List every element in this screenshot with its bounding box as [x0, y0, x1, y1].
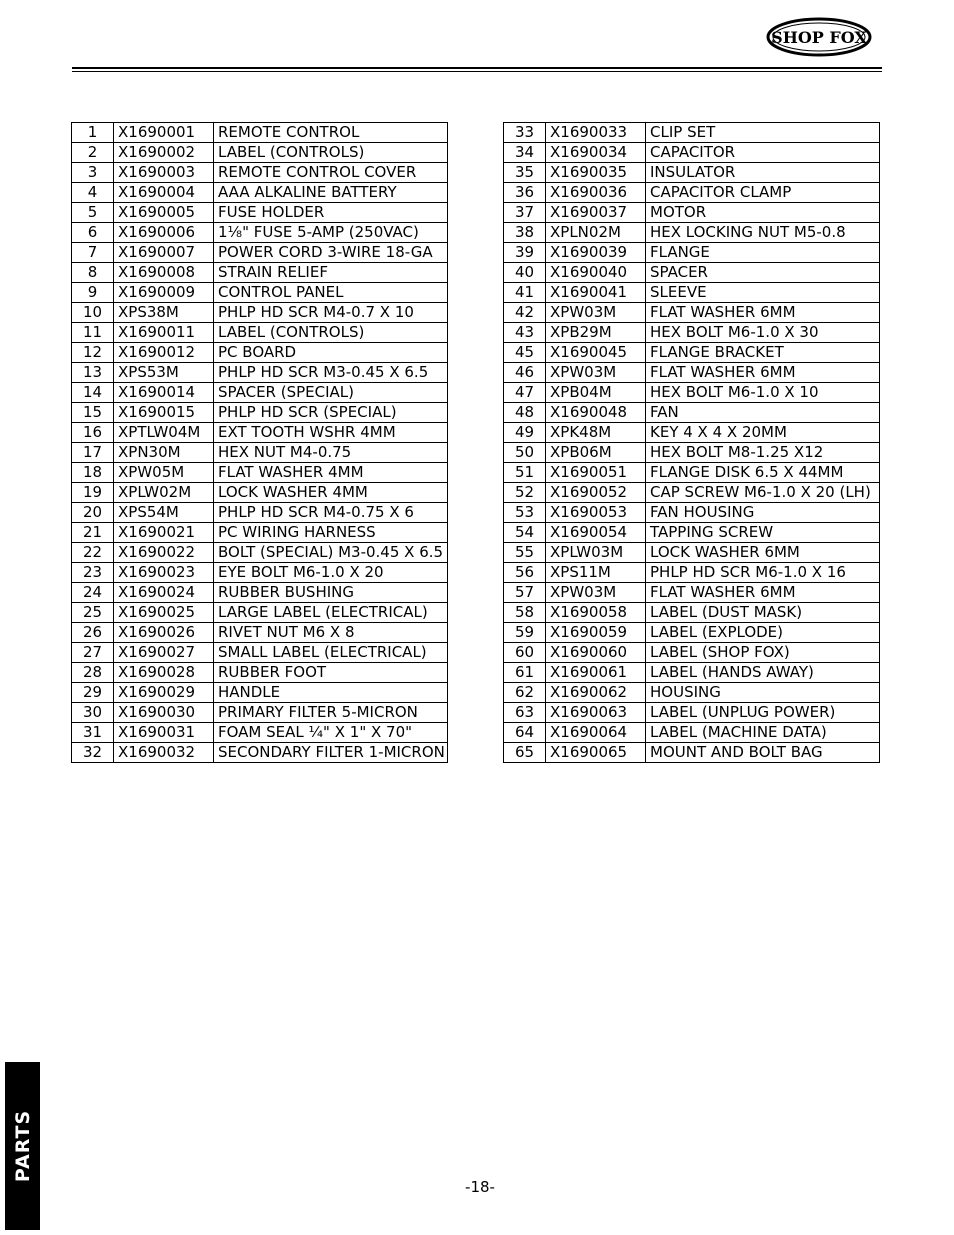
ref-cell: 8 — [72, 263, 114, 283]
description-cell: HEX LOCKING NUT M5-0.8 — [646, 223, 880, 243]
table-row — [72, 523, 448, 543]
ref-cell: 40 — [504, 263, 546, 283]
ref-cell: 13 — [72, 363, 114, 383]
description-cell: CAP SCREW M6-1.0 X 20 (LH) — [646, 483, 880, 503]
description-cell: PHLP HD SCR (SPECIAL) — [214, 403, 448, 423]
description-cell: FLANGE BRACKET — [646, 343, 880, 363]
ref-cell: 7 — [72, 243, 114, 263]
table-row — [72, 283, 448, 303]
part-number-cell: XPS38M — [114, 303, 214, 323]
description-cell: LABEL (DUST MASK) — [646, 603, 880, 623]
description-cell: 1¹⁄₈" FUSE 5-AMP (250VAC) — [214, 223, 448, 243]
part-number-cell: XPW05M — [114, 463, 214, 483]
table-row — [504, 643, 880, 663]
ref-cell: 61 — [504, 663, 546, 683]
description-cell: LABEL (CONTROLS) — [214, 323, 448, 343]
table-row — [72, 163, 448, 183]
part-number-cell: X1690033 — [546, 123, 646, 143]
part-number-cell: XPW03M — [546, 363, 646, 383]
ref-cell: 33 — [504, 123, 546, 143]
part-number-cell: X1690035 — [546, 163, 646, 183]
ref-cell: 45 — [504, 343, 546, 363]
ref-cell: 23 — [72, 563, 114, 583]
part-number-cell: X1690062 — [546, 683, 646, 703]
table-row — [504, 283, 880, 303]
table-row — [504, 683, 880, 703]
description-cell: KEY 4 X 4 X 20MM — [646, 423, 880, 443]
part-number-cell: X1690002 — [114, 143, 214, 163]
table-row — [504, 583, 880, 603]
description-cell: RUBBER BUSHING — [214, 583, 448, 603]
description-cell: LABEL (HANDS AWAY) — [646, 663, 880, 683]
ref-cell: 10 — [72, 303, 114, 323]
table-row — [72, 343, 448, 363]
table-row — [504, 383, 880, 403]
description-cell: HEX NUT M4-0.75 — [214, 443, 448, 463]
ref-cell: 50 — [504, 443, 546, 463]
ref-cell: 53 — [504, 503, 546, 523]
table-row — [504, 543, 880, 563]
table-row — [72, 323, 448, 343]
ref-cell: 12 — [72, 343, 114, 363]
table-row — [72, 583, 448, 603]
description-cell: FAN — [646, 403, 880, 423]
description-cell: SECONDARY FILTER 1-MICRON — [214, 743, 448, 763]
table-row — [504, 123, 880, 143]
ref-cell: 49 — [504, 423, 546, 443]
part-number-cell: X1690015 — [114, 403, 214, 423]
ref-cell: 42 — [504, 303, 546, 323]
part-number-cell: X1690029 — [114, 683, 214, 703]
ref-cell: 26 — [72, 623, 114, 643]
description-cell: SLEEVE — [646, 283, 880, 303]
table-row — [504, 423, 880, 443]
description-cell: LABEL (EXPLODE) — [646, 623, 880, 643]
description-cell: LABEL (SHOP FOX) — [646, 643, 880, 663]
part-number-cell: X1690063 — [546, 703, 646, 723]
part-number-cell: X1690051 — [546, 463, 646, 483]
parts-table-left — [71, 122, 448, 763]
table-row — [72, 463, 448, 483]
table-row — [504, 603, 880, 623]
ref-cell: 9 — [72, 283, 114, 303]
part-number-cell: XPW03M — [546, 303, 646, 323]
ref-cell: 3 — [72, 163, 114, 183]
ref-cell: 35 — [504, 163, 546, 183]
part-number-cell: X1690048 — [546, 403, 646, 423]
ref-cell: 19 — [72, 483, 114, 503]
table-row — [72, 483, 448, 503]
table-row — [72, 403, 448, 423]
table-row — [72, 703, 448, 723]
part-number-cell: X1690064 — [546, 723, 646, 743]
part-number-cell: X1690011 — [114, 323, 214, 343]
table-row — [72, 303, 448, 323]
part-number-cell: X1690026 — [114, 623, 214, 643]
part-number-cell: X1690053 — [546, 503, 646, 523]
description-cell: INSULATOR — [646, 163, 880, 183]
ref-cell: 63 — [504, 703, 546, 723]
ref-cell: 14 — [72, 383, 114, 403]
part-number-cell: X1690004 — [114, 183, 214, 203]
ref-cell: 48 — [504, 403, 546, 423]
ref-cell: 59 — [504, 623, 546, 643]
ref-cell: 60 — [504, 643, 546, 663]
description-cell: LOCK WASHER 4MM — [214, 483, 448, 503]
ref-cell: 4 — [72, 183, 114, 203]
description-cell: EXT TOOTH WSHR 4MM — [214, 423, 448, 443]
ref-cell: 24 — [72, 583, 114, 603]
table-row — [504, 523, 880, 543]
description-cell: PHLP HD SCR M3-0.45 X 6.5 — [214, 363, 448, 383]
part-number-cell: X1690039 — [546, 243, 646, 263]
ref-cell: 31 — [72, 723, 114, 743]
part-number-cell: XPLN02M — [546, 223, 646, 243]
part-number-cell: X1690005 — [114, 203, 214, 223]
table-row — [72, 643, 448, 663]
table-row — [72, 503, 448, 523]
description-cell: FLANGE DISK 6.5 X 44MM — [646, 463, 880, 483]
description-cell: FLAT WASHER 4MM — [214, 463, 448, 483]
part-number-cell: X1690025 — [114, 603, 214, 623]
description-cell: PHLP HD SCR M6-1.0 X 16 — [646, 563, 880, 583]
description-cell: FLAT WASHER 6MM — [646, 583, 880, 603]
description-cell: TAPPING SCREW — [646, 523, 880, 543]
description-cell: PC WIRING HARNESS — [214, 523, 448, 543]
description-cell: HEX BOLT M8-1.25 X12 — [646, 443, 880, 463]
ref-cell: 15 — [72, 403, 114, 423]
ref-cell: 20 — [72, 503, 114, 523]
part-number-cell: XPTLW04M — [114, 423, 214, 443]
ref-cell: 65 — [514, 743, 535, 761]
part-number-cell: X1690003 — [114, 163, 214, 183]
table-row — [504, 503, 880, 523]
description-cell: REMOTE CONTROL — [214, 123, 448, 143]
ref-cell: 28 — [72, 663, 114, 683]
ref-cell: 5 — [72, 203, 114, 223]
part-number-cell: X1690065 — [546, 743, 646, 763]
ref-cell: 47 — [504, 383, 546, 403]
ref-cell: 2 — [72, 143, 114, 163]
part-number-cell: X1690036 — [546, 183, 646, 203]
parts-section-tab — [5, 1062, 40, 1230]
table-row — [72, 683, 448, 703]
shop-fox-logo — [766, 17, 872, 57]
table-row — [72, 623, 448, 643]
ref-cell: 56 — [504, 563, 546, 583]
part-number-cell: XPW03M — [546, 583, 646, 603]
part-number-cell: X1690037 — [546, 203, 646, 223]
part-number-cell: XPK48M — [546, 423, 646, 443]
ref-cell: 43 — [504, 323, 546, 343]
part-number-cell: X1690023 — [114, 563, 214, 583]
table-row — [72, 543, 448, 563]
part-number-cell: X1690060 — [546, 643, 646, 663]
part-number-cell: X1690006 — [114, 223, 214, 243]
description-cell: REMOTE CONTROL COVER — [214, 163, 448, 183]
description-cell: FLAT WASHER 6MM — [646, 303, 880, 323]
part-number-cell: X1690034 — [546, 143, 646, 163]
table-row — [504, 143, 880, 163]
table-row — [72, 383, 448, 403]
table-row — [504, 703, 880, 723]
table-row — [504, 323, 880, 343]
table-row — [72, 723, 448, 743]
description-cell: BOLT (SPECIAL) M3-0.45 X 6.5 — [214, 543, 448, 563]
description-cell: FLAT WASHER 6MM — [646, 363, 880, 383]
description-cell: SPACER — [646, 263, 880, 283]
part-number-cell: X1690007 — [114, 243, 214, 263]
ref-cell: 32 — [82, 743, 103, 761]
description-cell: PHLP HD SCR M4-0.75 X 6 — [214, 503, 448, 523]
page-number: -18- — [465, 1178, 495, 1196]
table-row — [504, 443, 880, 463]
description-cell: SMALL LABEL (ELECTRICAL) — [214, 643, 448, 663]
part-number-cell: X1690021 — [114, 523, 214, 543]
ref-cell: 55 — [504, 543, 546, 563]
description-cell: PRIMARY FILTER 5-MICRON — [214, 703, 448, 723]
ref-cell: 39 — [504, 243, 546, 263]
table-row — [72, 183, 448, 203]
ref-cell: 36 — [504, 183, 546, 203]
ref-cell: 51 — [504, 463, 546, 483]
table-row — [504, 743, 880, 763]
ref-cell: 37 — [504, 203, 546, 223]
ref-cell: 27 — [72, 643, 114, 663]
part-number-cell: XPS53M — [114, 363, 214, 383]
ref-cell: 17 — [72, 443, 114, 463]
table-row — [72, 663, 448, 683]
table-row — [72, 223, 448, 243]
description-cell: CLIP SET — [646, 123, 880, 143]
description-cell: LARGE LABEL (ELECTRICAL) — [214, 603, 448, 623]
description-cell: LABEL (UNPLUG POWER) — [646, 703, 880, 723]
description-cell: RUBBER FOOT — [214, 663, 448, 683]
table-row — [72, 603, 448, 623]
table-row — [504, 223, 880, 243]
svg-text:SHOP FOX: SHOP FOX — [771, 28, 867, 47]
table-row — [504, 183, 880, 203]
table-row — [504, 363, 880, 383]
table-row — [504, 483, 880, 503]
description-cell: CAPACITOR — [646, 143, 880, 163]
part-number-cell: X1690059 — [546, 623, 646, 643]
ref-cell: 21 — [72, 523, 114, 543]
part-number-cell: XPS11M — [546, 563, 646, 583]
part-number-cell: XPB06M — [546, 443, 646, 463]
description-cell: FLANGE — [646, 243, 880, 263]
table-row — [72, 363, 448, 383]
part-number-cell: X1690030 — [114, 703, 214, 723]
table-row — [504, 203, 880, 223]
table-row — [72, 243, 448, 263]
description-cell: RIVET NUT M6 X 8 — [214, 623, 448, 643]
description-cell: POWER CORD 3-WIRE 18-GA — [214, 243, 448, 263]
part-number-cell: XPB04M — [546, 383, 646, 403]
ref-cell: 54 — [504, 523, 546, 543]
ref-cell: 25 — [72, 603, 114, 623]
description-cell: SPACER (SPECIAL) — [214, 383, 448, 403]
table-row — [72, 443, 448, 463]
description-cell: EYE BOLT M6-1.0 X 20 — [214, 563, 448, 583]
table-row — [72, 203, 448, 223]
description-cell: HEX BOLT M6-1.0 X 10 — [646, 383, 880, 403]
table-row — [72, 423, 448, 443]
description-cell: CONTROL PANEL — [214, 283, 448, 303]
part-number-cell: XPLW03M — [546, 543, 646, 563]
ref-cell: 52 — [504, 483, 546, 503]
description-cell: PC BOARD — [214, 343, 448, 363]
part-number-cell: X1690012 — [114, 343, 214, 363]
ref-cell: 41 — [504, 283, 546, 303]
parts-tab-label: PARTS — [11, 1109, 34, 1183]
part-number-cell: X1690009 — [114, 283, 214, 303]
part-number-cell: X1690031 — [114, 723, 214, 743]
description-cell: FUSE HOLDER — [214, 203, 448, 223]
ref-cell: 16 — [72, 423, 114, 443]
part-number-cell: X1690040 — [546, 263, 646, 283]
description-cell: LOCK WASHER 6MM — [646, 543, 880, 563]
description-cell: MOTOR — [646, 203, 880, 223]
table-row — [72, 563, 448, 583]
part-number-cell: XPS54M — [114, 503, 214, 523]
part-number-cell: X1690027 — [114, 643, 214, 663]
ref-cell: 11 — [72, 323, 114, 343]
description-cell: MOUNT AND BOLT BAG — [646, 743, 880, 763]
part-number-cell: X1690022 — [114, 543, 214, 563]
table-row — [72, 143, 448, 163]
ref-cell: 6 — [72, 223, 114, 243]
ref-cell: 64 — [504, 723, 546, 743]
table-row — [504, 263, 880, 283]
description-cell: PHLP HD SCR M4-0.7 X 10 — [214, 303, 448, 323]
part-number-cell: X1690058 — [546, 603, 646, 623]
table-row — [72, 123, 448, 143]
part-number-cell: X1690041 — [546, 283, 646, 303]
part-number-cell: X1690032 — [114, 743, 214, 763]
description-cell: CAPACITOR CLAMP — [646, 183, 880, 203]
table-row — [504, 623, 880, 643]
ref-cell: 57 — [504, 583, 546, 603]
table-row — [504, 663, 880, 683]
part-number-cell: X1690028 — [114, 663, 214, 683]
description-cell: HANDLE — [214, 683, 448, 703]
table-row — [72, 743, 448, 763]
ref-cell: 46 — [504, 363, 546, 383]
header-rule-thin — [72, 71, 882, 72]
description-cell: FOAM SEAL ¹⁄₄" X 1" X 70" — [214, 723, 448, 743]
ref-cell: 30 — [72, 703, 114, 723]
part-number-cell: X1690054 — [546, 523, 646, 543]
description-cell: LABEL (CONTROLS) — [214, 143, 448, 163]
table-row — [504, 403, 880, 423]
part-number-cell: XPN30M — [114, 443, 214, 463]
ref-cell: 1 — [72, 123, 114, 143]
table-row — [504, 343, 880, 363]
description-cell: STRAIN RELIEF — [214, 263, 448, 283]
description-cell: FAN HOUSING — [646, 503, 880, 523]
parts-table-right — [503, 122, 880, 763]
table-row — [72, 263, 448, 283]
ref-cell: 34 — [504, 143, 546, 163]
part-number-cell: XPB29M — [546, 323, 646, 343]
table-row — [504, 243, 880, 263]
part-number-cell: X1690001 — [114, 123, 214, 143]
part-number-cell: X1690052 — [546, 483, 646, 503]
part-number-cell: X1690024 — [114, 583, 214, 603]
description-cell: HEX BOLT M6-1.0 X 30 — [646, 323, 880, 343]
table-row — [504, 563, 880, 583]
header-rule — [72, 67, 882, 69]
table-row — [504, 463, 880, 483]
table-row — [504, 163, 880, 183]
ref-cell: 38 — [504, 223, 546, 243]
part-number-cell: X1690014 — [114, 383, 214, 403]
ref-cell: 58 — [504, 603, 546, 623]
part-number-cell: X1690045 — [546, 343, 646, 363]
description-cell: HOUSING — [646, 683, 880, 703]
table-row — [504, 303, 880, 323]
table-row — [504, 723, 880, 743]
ref-cell: 18 — [72, 463, 114, 483]
part-number-cell: XPLW02M — [114, 483, 214, 503]
ref-cell: 62 — [504, 683, 546, 703]
ref-cell: 22 — [72, 543, 114, 563]
description-cell: AAA ALKALINE BATTERY — [214, 183, 448, 203]
part-number-cell: X1690061 — [546, 663, 646, 683]
ref-cell: 29 — [72, 683, 114, 703]
description-cell: LABEL (MACHINE DATA) — [646, 723, 880, 743]
part-number-cell: X1690008 — [114, 263, 214, 283]
